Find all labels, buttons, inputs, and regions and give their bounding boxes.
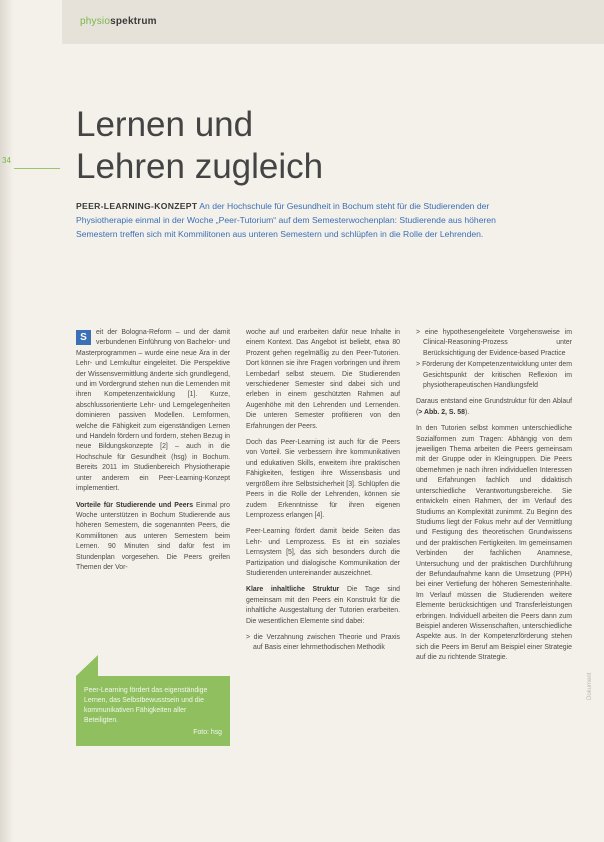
quote-box	[76, 676, 230, 746]
col2-paragraph-1: woche auf und erarbeiten dafür neue Inhalte in einem Kontext. Das Angebot ist beliebt, etwa 80 Prozent gehen regelmäßig zu den Peer-Tutorien. Dort können sie ihre Fragen vorbringen und ihrem Lernbedarf selbst steuern. Die Studierenden verschiedener Semester sind dabei sich und erleben in einem geschützten Rahmen auf Augenhöhe mit den Lehrenden und Lernenden. Die unteren Semester profitieren von den Erfahrungen der Peers.	[246, 329, 400, 430]
figure-reference: > Abb. 2, S. 58	[418, 408, 465, 416]
col2-paragraph-4: Die Tage sind gemeinsam mit den Peers ein Konstrukt für die inhaltliche Ausgestaltung der Tutorien erarbeiten. Die wesentlichen Elemente sind dabei:	[246, 586, 400, 625]
col3-paragraph-1-pre: Daraus entstand eine Grundstruktur für den Ablauf (	[416, 398, 572, 416]
lead-text: An der Hochschule für Gesundheit in Bochum steht für die Studierenden der Physiotherapie einmal in der Woche „Peer-Tutorium“ auf dem Semesterwochenplan: Studierende aus höheren Semestern treffen sich mit Kommilitonen aus unteren Semestern und schlüpfen in die Rolle der Lehrenden.	[76, 201, 496, 239]
scan-edge	[0, 0, 14, 842]
page-number: 34	[2, 156, 11, 165]
magazine-name-part2: spektrum	[110, 16, 157, 27]
quote-body: Peer-Learning fördert das eigenständige Lernen, das Selbstbewusstsein und die kommunikativen Fähigkeiten aller Beteiligten.	[84, 687, 208, 724]
col1-paragraph-1: eit der Bologna-Reform – und der damit verbundenen Einführung von Bachelor- und Masterprogrammen – wurde eine neue Ära in der Lehr- und Lernkultur eingeleitet. Die Perspektive der Wissensvermittlung änderte sich grundlegend, und im Vordergrund stehen nun die Lernenden mit ihren Kompetenzentwicklung [1]. Kurze, abschlussorientierte Lehr- und Lerngelegenheiten dominieren passiven Modellen. Lernformen, welche die Fähigkeit zum eigenständigen Lernen und Handeln fördern und fordern, stehen Bezug in neue Bildungskonzepte [2] – auch in die Hochschule für Gesundheit (hsg) in Bochum. Bereits 2011 im Studienbereich Physiotherapie unter anderem ein Peer-Learning-Konzept implementiert.	[76, 329, 230, 493]
lead-kicker: PEER-LEARNING-KONZEPT	[76, 201, 198, 211]
col3-list	[416, 328, 572, 391]
page-marker-line	[14, 168, 60, 169]
article-title	[76, 104, 323, 188]
col3-paragraph-2: In den Tutorien selbst kommen unterschiedliche Sozialformen zum Tragen: Abhängig von dem jeweiligen Thema arbeiten die Peers gemeinsam mit der Gruppe oder in Kleingruppen. Die Peers übernehmen je nach ihren individuellen Interessen und Erfahrungen fachlich und didaktisch unterschiedliche Verantwortungsbereiche. Sie entwickeln einen Rahmen, der im Verlauf des Studiums an Komplexität zunimmt. Zu Beginn des Studiums liegt der Fokus mehr auf der Vermittlung und Festigung des theoretischen Grundwissens und der praktischen Fertigkeiten. Im gemeinsamen Verbinden der fachlichen Anamnese, Untersuchung und der praktischen Durchführung der Befundaufnahme kann die Umsetzung (PPH) bei einer Vertiefung der höheren Semesterinhalte. Im Verlauf müssen die Studierenden weitere Elemente berücksichtigen und Transferleistungen erbringen. Individuell arbeiten die Peers dann zum Beispiel anderen Wissenschaften, unterschiedliche Aspekte aus. In der Kompetenzförderung stehen sich die Peers im Beruf am Beispiel einer Strategie auf die zu richtende Strategie.	[416, 425, 572, 662]
col2-paragraph-3: Peer-Learning fördert damit beide Seiten das Lehr- und Lernprozess. Es ist ein soziales Lernsystem [5], das sich besonders durch die Partizipation und dialogische Kommunikation der Studierenden untereinander auszeichnet.	[246, 528, 400, 577]
dropcap: S	[76, 330, 91, 345]
col2-paragraph-2: Doch das Peer-Learning ist auch für die Peers von Vorteil. Sie verbessern ihre kommunikativen und edukativen Skills, erweitern ihre praktischen Fähigkeiten, festigen ihre Wissensbasis und vergrößern ihre Selbstsicherheit [3]. Schlüpfen die Peers in die Rolle der Lehrenden, können sie zudem Erkenntnisse für ihren eigenen Lernprozess erlangen [4].	[246, 439, 400, 519]
magazine-name	[80, 16, 157, 27]
col3-paragraph-1-post: ).	[464, 408, 470, 416]
text-column-2	[246, 328, 400, 660]
list-item: > Förderung der Kompetenzentwicklung unter dem Gesichtspunkt der kritischen Reflexion im physiotherapeutischen Handlungsfeld	[416, 361, 572, 390]
text-column-3	[416, 328, 572, 670]
scan-watermark: Dokument	[587, 672, 593, 700]
text-column-1	[76, 328, 230, 579]
lead-paragraph	[76, 199, 508, 241]
col2-list	[246, 633, 400, 654]
title-line-2: Lehren zugleich	[76, 147, 324, 186]
col1-paragraph-2: Einmal pro Woche unterstützen in Bochum Studierende aus höheren Semestern, die sogenannten Peers, die Kommilitonen aus unteren Semestern beim Lernen. 90 Minuten sind dafür fest im Stundenplan vorgesehen. Die Peers greifen Themen der Vor-	[76, 501, 231, 571]
quote-source: Foto: hsg	[193, 729, 222, 736]
title-line-1: Lernen und	[76, 105, 254, 144]
magazine-name-part1: physio	[80, 16, 111, 27]
subheading-vorteile: Vorteile für Studierende und Peers	[76, 501, 194, 509]
subheading-struktur: Klare inhaltliche Struktur	[246, 586, 340, 594]
quote-box-tail	[76, 655, 98, 676]
quote-text	[84, 686, 222, 738]
list-item: > eine hypothesengeleitete Vorgehensweise im Clinical-Reasoning-Prozess unter Berücksichtigung der Evidence-based Practice	[416, 329, 572, 357]
list-item: > die Verzahnung zwischen Theorie und Praxis auf Basis einer lehrmethodischen Methodik	[246, 633, 400, 652]
